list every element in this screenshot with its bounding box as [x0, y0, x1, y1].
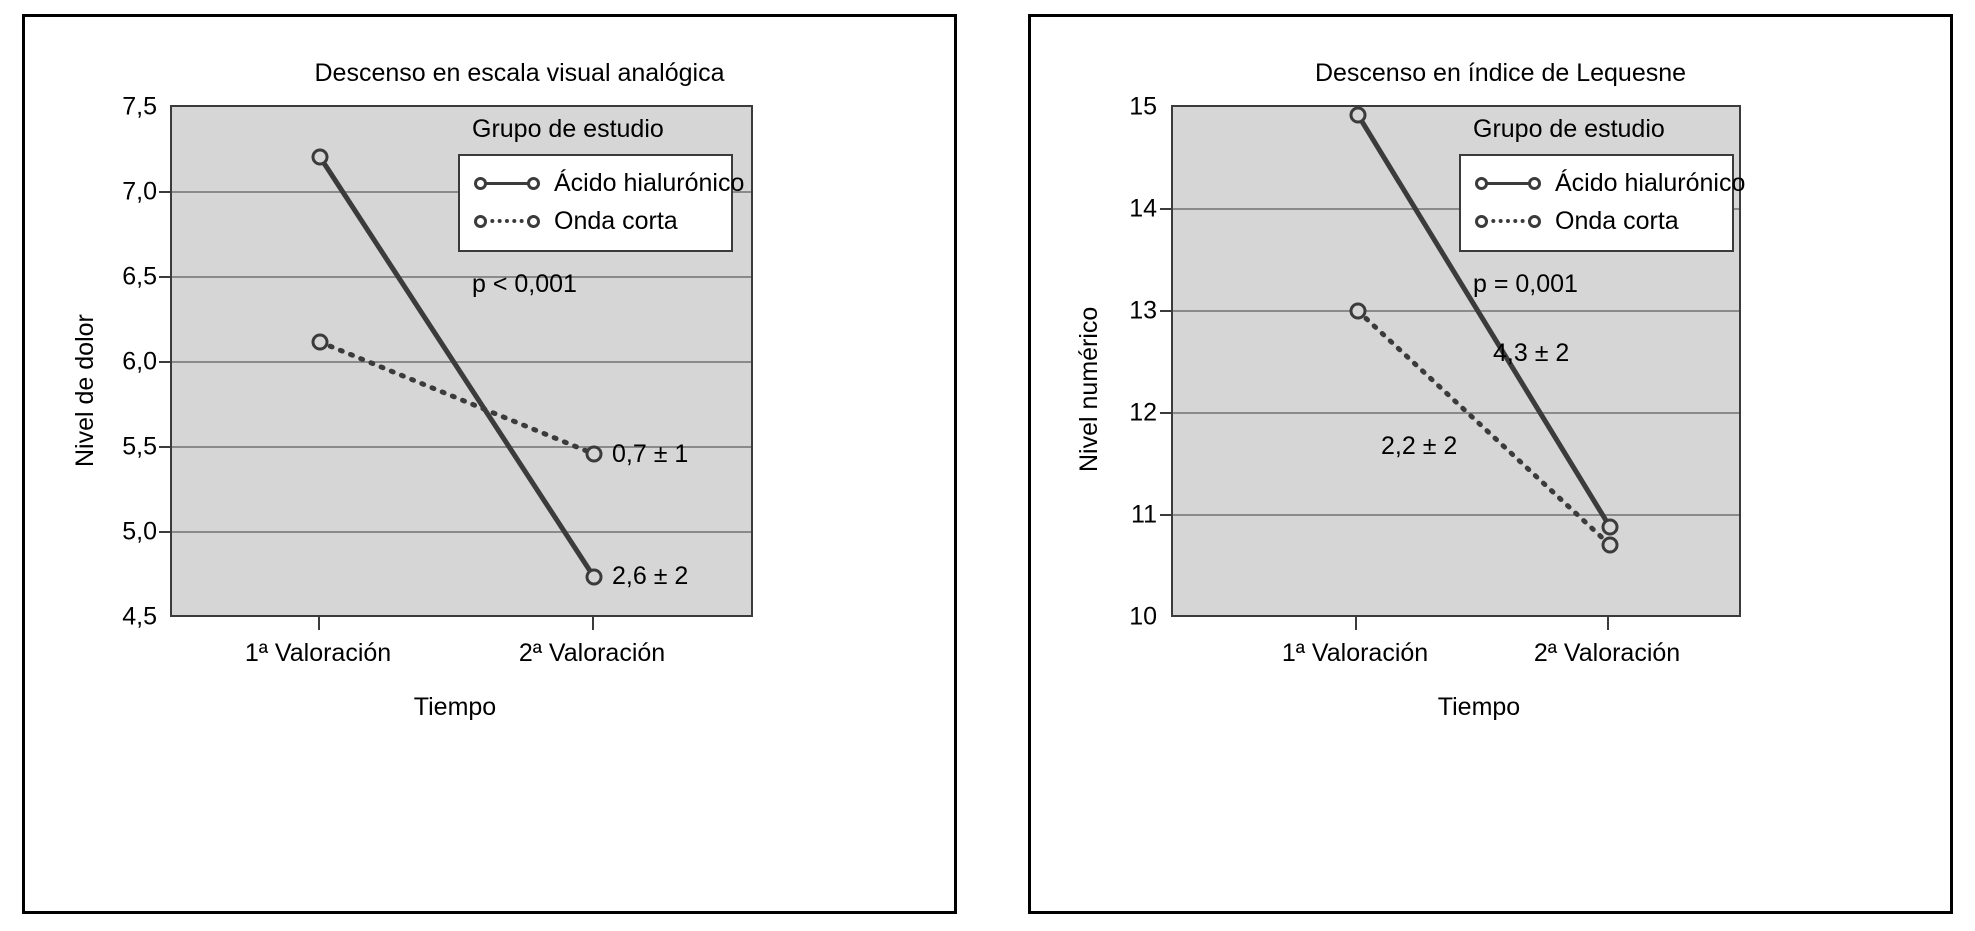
y-tick-label: 4,5: [122, 602, 157, 631]
chart-panel-left: [22, 14, 957, 914]
x-axis-title-right: Tiempo: [1437, 693, 1521, 721]
legend-right: [1459, 154, 1746, 252]
legend-item-label: Onda corta: [1555, 206, 1679, 235]
y-tick-mark: [159, 191, 170, 193]
x-tick-label: 2ª Valoración: [518, 639, 666, 667]
annotation-onda-corta-left: 0,7 ± 1: [612, 440, 689, 468]
y-tick-label: 15: [1129, 92, 1157, 121]
y-tick-label: 10: [1129, 602, 1157, 631]
y-tick-label: 12: [1129, 398, 1157, 427]
annotation-onda-corta-right: 2,2 ± 2: [1381, 432, 1458, 460]
legend-item-label: Onda corta: [554, 206, 678, 235]
y-tick-mark: [159, 361, 170, 363]
y-axis-title-right: Nivel numérico: [1075, 306, 1103, 472]
legend-left: [458, 154, 745, 252]
x-tick-label: 1ª Valoración: [244, 639, 392, 667]
legend-item-onda-corta: [1475, 202, 1718, 240]
y-tick-mark: [1160, 208, 1171, 210]
annotation-acido-left: 2,6 ± 2: [612, 562, 689, 590]
y-tick-label: 14: [1129, 194, 1157, 223]
legend-item-label: Ácido hialurónico: [1555, 168, 1746, 197]
x-tick-label: 1ª Valoración: [1281, 639, 1429, 667]
x-tick-mark: [1355, 617, 1357, 630]
y-tick-label: 5,5: [122, 432, 157, 461]
y-tick-mark: [159, 276, 170, 278]
chart-panel-right: [1028, 14, 1953, 914]
y-tick-label: 11: [1131, 500, 1157, 529]
line-dotted-icon: [1475, 211, 1541, 231]
legend-item-label: Ácido hialurónico: [554, 168, 745, 197]
plot-area-right: [1171, 105, 1746, 617]
chart-title-left: Descenso en escala visual analógica: [314, 59, 725, 87]
y-tick-mark: [1160, 514, 1171, 516]
y-tick-label: 6,5: [122, 262, 157, 291]
y-tick-label: 5,0: [122, 517, 157, 546]
y-tick-label: 7,5: [122, 92, 157, 121]
annotation-acido-right: 4,3 ± 2: [1493, 339, 1570, 367]
y-tick-mark: [159, 446, 170, 448]
line-dotted-icon: [474, 211, 540, 231]
legend-item-onda-corta: [474, 202, 717, 240]
p-value-right: p = 0,001: [1473, 270, 1578, 298]
y-tick-label: 6,0: [122, 347, 157, 376]
plot-area-left: [170, 105, 753, 617]
y-tick-mark: [1160, 412, 1171, 414]
line-solid-icon: [474, 173, 540, 193]
x-tick-mark: [1607, 617, 1609, 630]
x-tick-mark: [318, 617, 320, 630]
y-axis-title-left: Nivel de dolor: [71, 314, 99, 467]
p-value-left: p < 0,001: [472, 270, 577, 298]
y-tick-label: 13: [1129, 296, 1157, 325]
y-tick-mark: [1160, 310, 1171, 312]
legend-item-acido-hialuronico: [474, 164, 745, 202]
legend-item-acido-hialuronico: [1475, 164, 1746, 202]
legend-title-right: Grupo de estudio: [1473, 115, 1665, 143]
y-tick-label: 7,0: [122, 177, 157, 206]
legend-title-left: Grupo de estudio: [472, 115, 664, 143]
chart-title-right: Descenso en índice de Lequesne: [1314, 59, 1687, 87]
x-axis-title-left: Tiempo: [413, 693, 497, 721]
x-tick-label: 2ª Valoración: [1533, 639, 1681, 667]
line-solid-icon: [1475, 173, 1541, 193]
y-tick-mark: [159, 531, 170, 533]
x-tick-mark: [592, 617, 594, 630]
